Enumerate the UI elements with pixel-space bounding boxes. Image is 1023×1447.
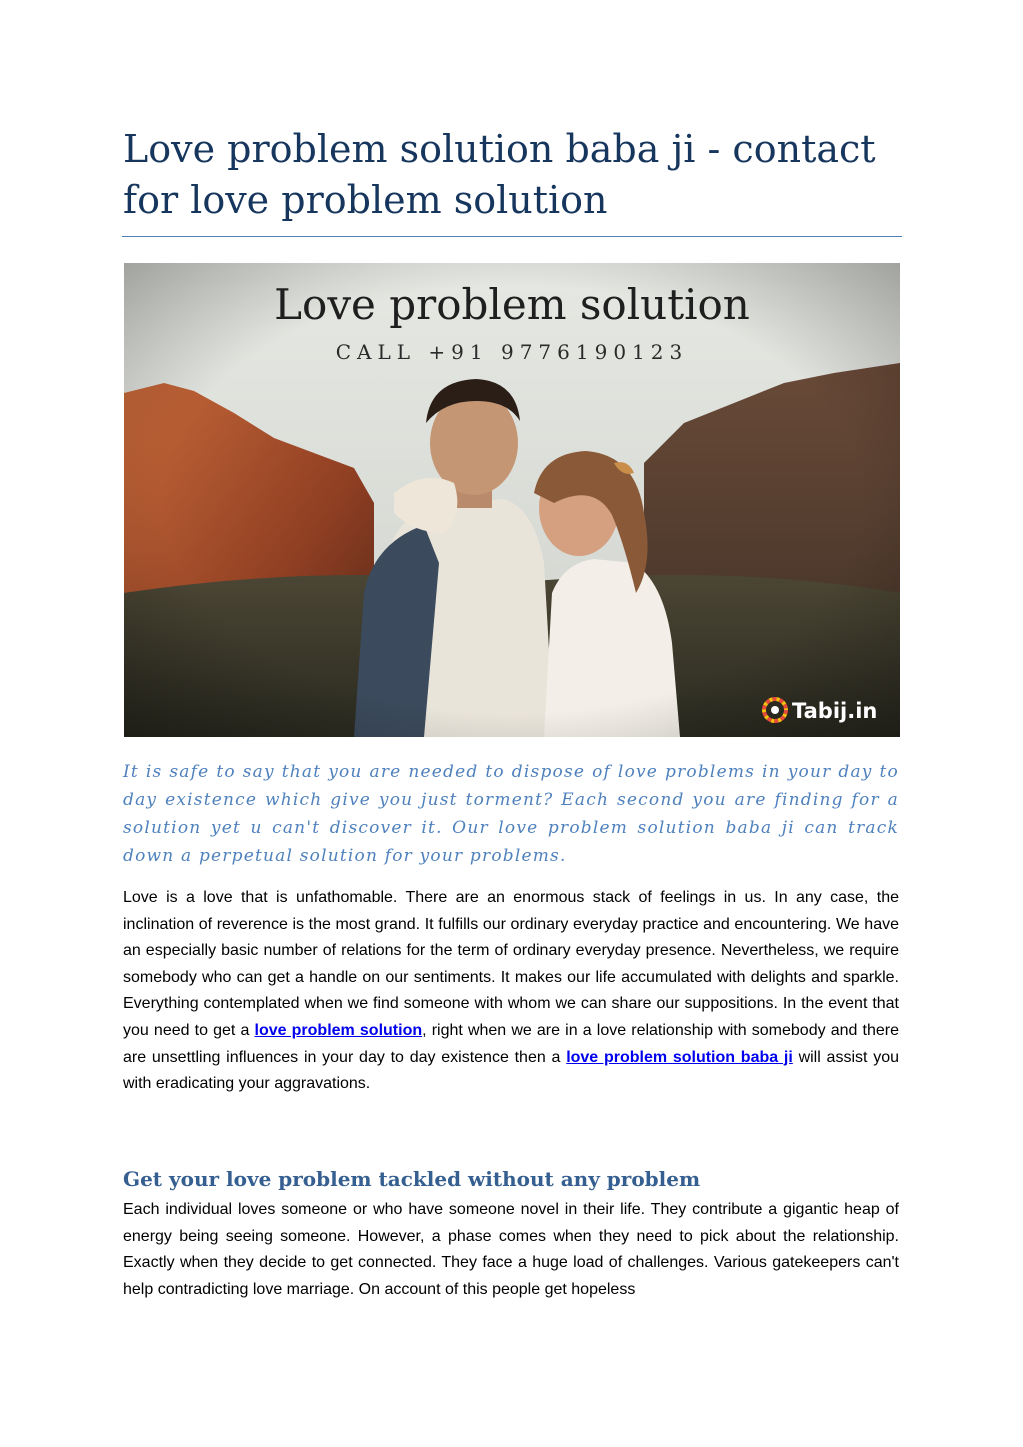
hero-headline: Love problem solution <box>274 280 750 329</box>
page-title: Love problem solution baba ji - contact for love problem solution <box>123 127 876 222</box>
paragraph-text: Love is a love that is unfathomable. There are an enormous stack of feelings in us. In any case, the inclination of reverence is the most grand. It fulfills our ordinary everyday practice and encountering. We have an especially basic number of relations for the term of ordinary everyday presence. Nevertheless, we require somebody who can get a handle on our sentiments. It makes our life accumulated with delights and sparkle. Everything contemplated when we find someone with whom we can share our suppositions. In the event that you need to get a <box>123 889 899 1039</box>
hero-phone: CALL +91 9776190123 <box>335 340 689 364</box>
title-underline <box>122 236 902 237</box>
love-problem-solution-baba-ji-link[interactable]: love problem solution baba ji <box>566 1048 793 1066</box>
hero-image <box>124 263 900 737</box>
paragraph-text: , right when we are in a love relationship with somebody and there are unsettling influences in your day to day existence then a <box>123 1021 900 1066</box>
section-heading: Get your love problem tackled without any problem <box>123 1167 701 1191</box>
brand-label: Tabij.in <box>792 699 878 723</box>
body-paragraph-2: Each individual loves someone or who have someone novel in their life. They contribute a gigantic heap of energy being seeing someone. However, a phase comes when they need to pick about the relationship. Exactly when they decide to get connected. They face a huge load of challenges. Various gatekeepers can't help contradicting love marriage. On account of this people get hopeless <box>123 1201 899 1298</box>
love-problem-solution-link[interactable]: love problem solution <box>254 1021 423 1039</box>
body-paragraph-1 <box>123 885 899 1098</box>
lead-paragraph: It is safe to say that you are needed to dispose of love problems in your day to day existence which give you just torment? Each second you are finding for a solution yet u can't discover it. Our love problem solution baba ji can track down a perpetual solution for your problems. <box>123 762 899 866</box>
paragraph-text: will assist you with eradicating your aggravations. <box>123 1048 900 1093</box>
